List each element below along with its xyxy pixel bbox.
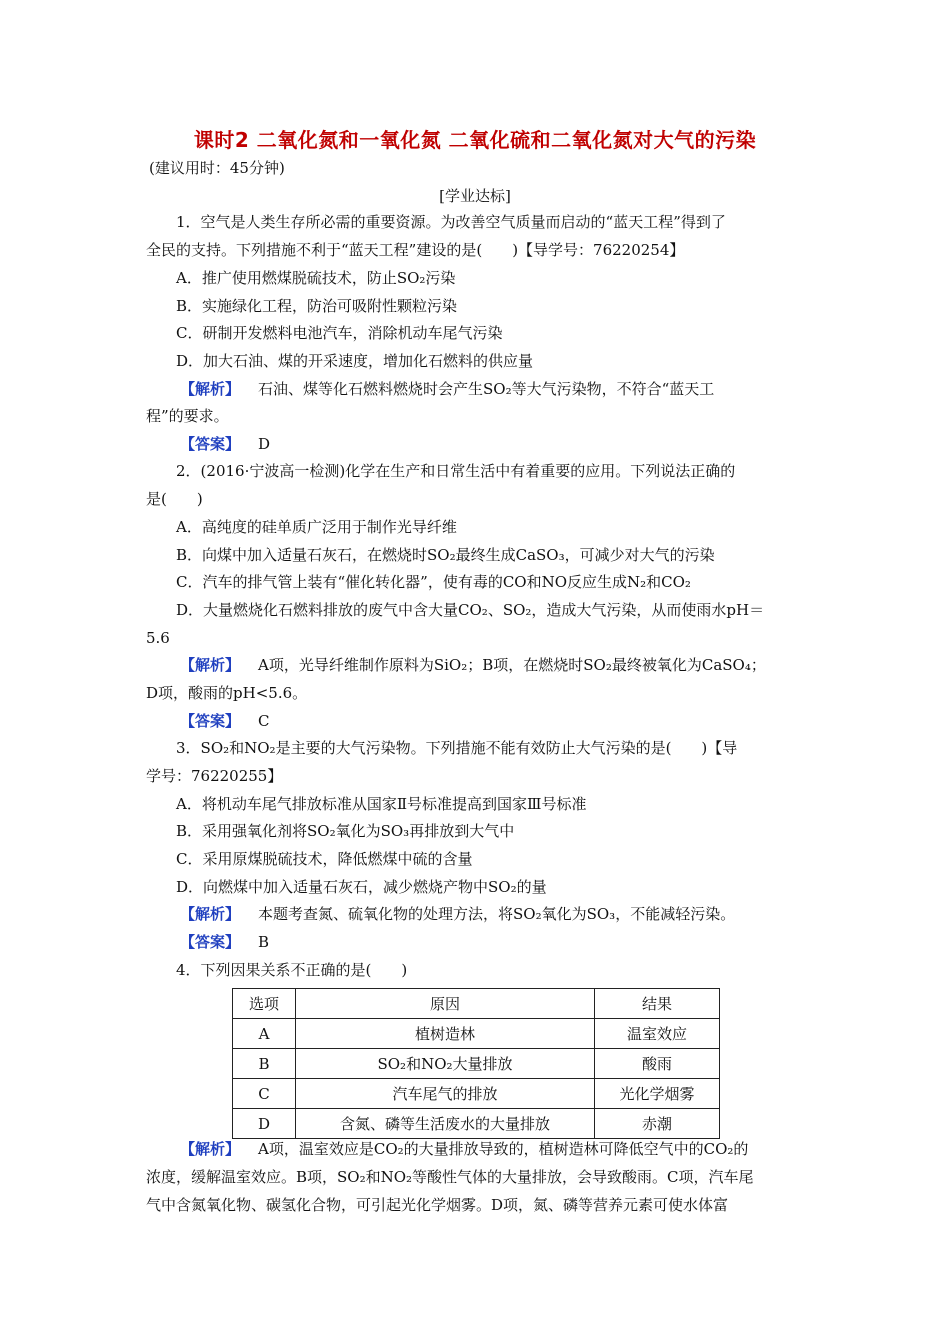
q2-analysis-text: A项，光导纤维制作原料为SiO₂；B项，在燃烧时SO₂最终被氧化为CaSO₄； (258, 656, 766, 674)
q2-option-c: C．汽车的排气管上装有“催化转化器”，使有毒的CO和NO反应生成N₂和CO₂ (176, 573, 691, 591)
table-cell: A (233, 1019, 296, 1049)
table-cell: D (233, 1109, 296, 1139)
table-cell: 赤潮 (595, 1109, 720, 1139)
q4-analysis-line2: 浓度，缓解温室效应。B项，SO₂和NO₂等酸性气体的大量排放，会导致酸雨。C项，汽车尾 (146, 1168, 754, 1186)
q3-option-d: D．向燃煤中加入适量石灰石，减少燃烧产物中SO₂的量 (176, 878, 547, 896)
q1-analysis-line2: 程”的要求。 (146, 407, 229, 425)
q2-stem-line2: 是( ) (146, 490, 203, 508)
table-row (233, 1049, 720, 1079)
q1-stem-line2: 全民的支持。下列措施不利于“蓝天工程”建设的是( )【导学号：76220254】 (146, 241, 685, 259)
analysis-label: 【解析】 (180, 656, 241, 674)
q3-answer (180, 932, 269, 952)
q3-option-b: B．采用强氧化剂将SO₂氧化为SO₃再排放到大气中 (176, 822, 515, 840)
q3-stem-line1: 3．SO₂和NO₂是主要的大气污染物。下列措施不能有效防止大气污染的是( )【导 (176, 739, 738, 757)
analysis-label: 【解析】 (180, 1140, 241, 1158)
q3-option-c: C．采用原煤脱硫技术，降低燃煤中硫的含量 (176, 850, 473, 868)
q3-answer-value: B (258, 933, 270, 951)
q2-option-a: A．高纯度的硅单质广泛用于制作光导纤维 (176, 518, 457, 536)
q1-stem-line1: 1．空气是人类生存所必需的重要资源。为改善空气质量而启动的“蓝天工程”得到了 (176, 213, 726, 231)
q1-analysis (180, 379, 714, 399)
q4-analysis-line3: 气中含氮氧化物、碳氢化合物，可引起光化学烟雾。D项，氮、磷等营养元素可使水体富 (146, 1196, 729, 1214)
table-row (233, 1079, 720, 1109)
table-cell: B (233, 1049, 296, 1079)
table-cell: 含氮、磷等生活废水的大量排放 (296, 1109, 595, 1139)
cause-effect-table (232, 988, 720, 1139)
answer-label: 【答案】 (180, 712, 241, 730)
table-row (233, 1019, 720, 1049)
table-cell: SO₂和NO₂大量排放 (296, 1049, 595, 1079)
q3-analysis (180, 904, 735, 924)
q3-stem-line2: 学号：76220255】 (146, 767, 283, 785)
q2-answer-value: C (258, 712, 270, 730)
section-heading: [学业达标] (439, 187, 511, 205)
analysis-label: 【解析】 (180, 380, 241, 398)
analysis-label: 【解析】 (180, 905, 241, 923)
table-cell: 植树造林 (296, 1019, 595, 1049)
q2-option-d: D．大量燃烧化石燃料排放的废气中含大量CO₂、SO₂，造成大气污染，从而使雨水pH＝ (176, 601, 765, 619)
q1-answer-value: D (258, 435, 271, 453)
q1-answer (180, 434, 270, 454)
table-cell: 光化学烟雾 (595, 1079, 720, 1109)
table-cell: 酸雨 (595, 1049, 720, 1079)
table-header-cell: 结果 (595, 989, 720, 1019)
table-header-cell: 原因 (296, 989, 595, 1019)
q2-analysis-line2: D项，酸雨的pH<5.6。 (146, 684, 308, 702)
q2-answer (180, 711, 270, 731)
q3-analysis-text: 本题考查氮、硫氧化物的处理方法，将SO₂氧化为SO₃，不能减轻污染。 (258, 905, 736, 923)
q1-option-b: B．实施绿化工程，防治可吸附性颗粒污染 (176, 297, 458, 315)
q1-analysis-text: 石油、煤等化石燃料燃烧时会产生SO₂等大气污染物，不符合“蓝天工 (258, 380, 715, 398)
q2-option-b: B．向煤中加入适量石灰石，在燃烧时SO₂最终生成CaSO₃，可减少对大气的污染 (176, 546, 715, 564)
answer-label: 【答案】 (180, 933, 241, 951)
q1-option-c: C．研制开发燃料电池汽车，消除机动车尾气污染 (176, 324, 503, 342)
table-header-row (233, 989, 720, 1019)
table-cell: 汽车尾气的排放 (296, 1079, 595, 1109)
table-row (233, 1109, 720, 1139)
q4-stem-line1: 4．下列因果关系不正确的是( ) (176, 961, 408, 979)
page-title: 课时2 二氧化氮和一氧化氮 二氧化硫和二氧化氮对大气的污染 (193, 128, 757, 152)
time-note: (建议用时：45分钟) (149, 159, 285, 177)
q2-analysis (180, 655, 766, 675)
q4-analysis (180, 1139, 748, 1159)
q3-option-a: A．将机动车尾气排放标准从国家Ⅱ号标准提高到国家Ⅲ号标准 (176, 795, 587, 813)
answer-label: 【答案】 (180, 435, 241, 453)
q2-option-d-cont: 5.6 (146, 629, 170, 647)
q2-stem-line1: 2．(2016·宁波高一检测)化学在生产和日常生活中有着重要的应用。下列说法正确的 (176, 462, 736, 480)
q1-option-d: D．加大石油、煤的开采速度，增加化石燃料的供应量 (176, 352, 534, 370)
table-cell: C (233, 1079, 296, 1109)
q1-option-a: A．推广使用燃煤脱硫技术，防止SO₂污染 (176, 269, 456, 287)
table-header-cell: 选项 (233, 989, 296, 1019)
q4-analysis-text: A项，温室效应是CO₂的大量排放导致的，植树造林可降低空气中的CO₂的 (258, 1140, 749, 1158)
table-cell: 温室效应 (595, 1019, 720, 1049)
